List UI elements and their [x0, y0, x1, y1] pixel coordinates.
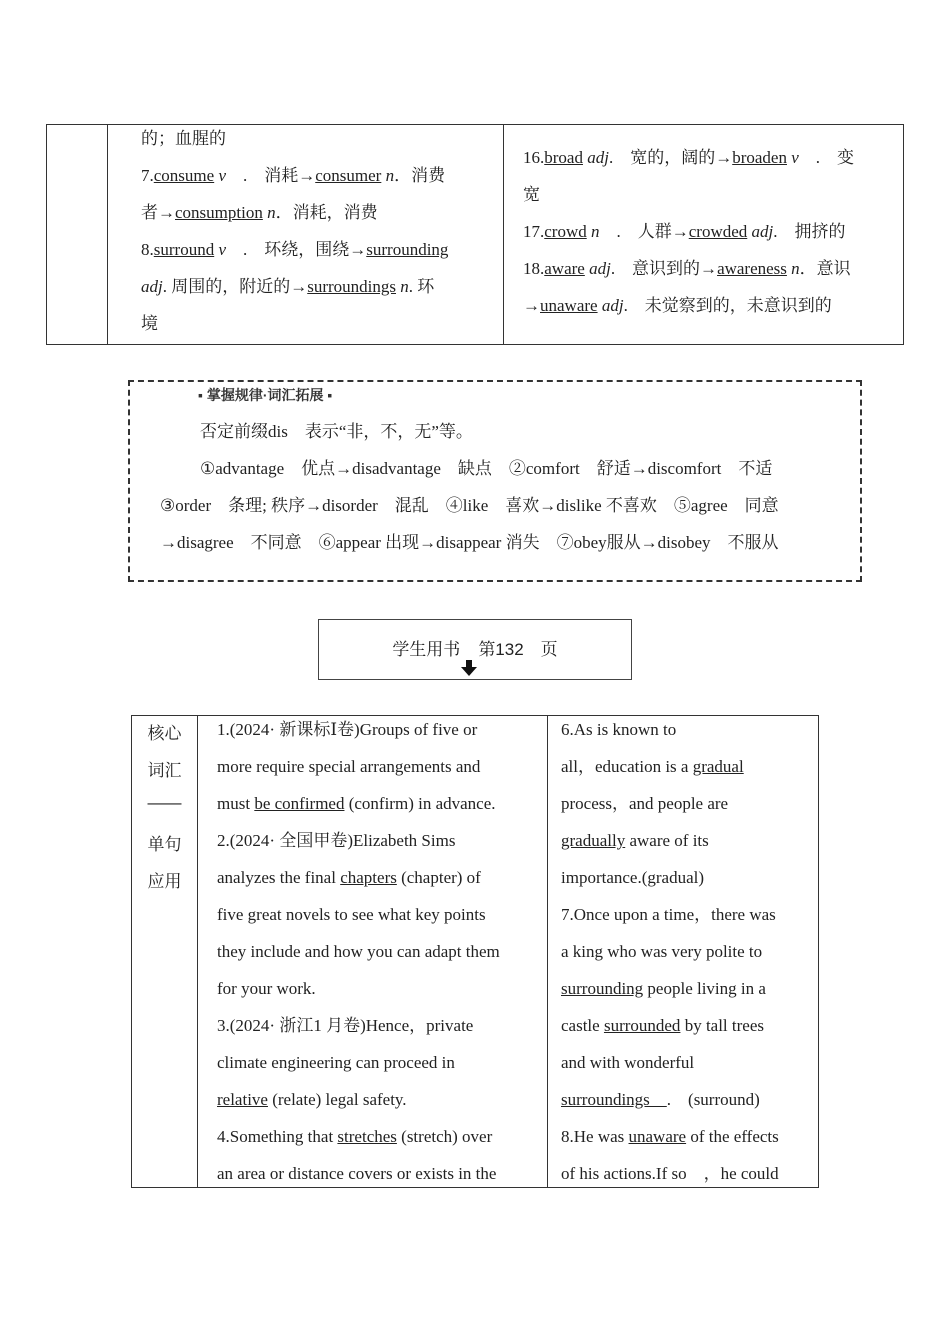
- answer-blank: broaden: [732, 148, 787, 167]
- text-line: [561, 939, 810, 965]
- text-segment: (stretch) over: [396, 1127, 493, 1146]
- text-segment: importance.(gradual): [561, 868, 705, 887]
- text-line: [561, 717, 810, 743]
- answer-blank: be confirmed: [254, 794, 345, 813]
- text-line: [217, 939, 539, 965]
- part-of-speech: adj: [751, 222, 774, 241]
- rules-line: ③order 条理; 秩序→disorder 混乱 ④like 喜欢→dislike 不喜欢 ⑤agree 同意: [160, 496, 779, 515]
- text-line: [217, 791, 539, 817]
- text-segment: ．消耗，消费: [275, 203, 378, 222]
- part-of-speech: n: [791, 259, 800, 278]
- sentence-table-side-cell: [132, 716, 198, 1187]
- text-segment: people living in a: [643, 979, 766, 998]
- down-arrow-icon: [461, 642, 477, 660]
- text-line: [217, 828, 539, 854]
- text-line: [141, 275, 489, 299]
- answer-blank: surround: [153, 240, 215, 259]
- part-of-speech: n: [267, 203, 276, 222]
- answer-blank: gradual: [692, 757, 744, 776]
- text-segment: all，education is a: [561, 757, 693, 776]
- text-segment: (confirm) in advance.: [344, 794, 496, 813]
- answer-blank: surroundings: [307, 277, 397, 296]
- text-segment: 8.: [141, 240, 154, 259]
- answer-blank: awareness: [717, 259, 787, 278]
- vocab-table-left-cell: [107, 125, 504, 344]
- text-segment: process，and people are: [561, 794, 729, 813]
- text-segment: 7.: [141, 166, 154, 185]
- text-segment: 者→: [141, 203, 175, 222]
- text-segment: castle: [561, 1016, 604, 1035]
- part-of-speech: n: [590, 222, 600, 241]
- rules-line: →disagree 不同意 ⑥appear 出现→disappear 消失 ⑦obey服从→disobey 不服从: [160, 533, 779, 552]
- text-segment: 4.Something that: [217, 1127, 338, 1146]
- text-segment: a king who was very polite to: [561, 942, 763, 961]
- text-segment: 2.(2024· 全国甲卷)Elizabeth Sims: [217, 831, 456, 850]
- text-line: [141, 312, 489, 336]
- answer-blank: surrounding: [561, 979, 644, 998]
- part-of-speech: v: [218, 240, 226, 259]
- answer-blank: surroundings: [561, 1090, 667, 1109]
- text-line: [217, 1124, 539, 1150]
- text-line: [217, 754, 539, 780]
- answer-blank: consume: [153, 166, 215, 185]
- side-label-line: ——: [147, 793, 182, 812]
- text-segment: for your work.: [217, 979, 316, 998]
- text-line: [523, 220, 889, 244]
- sentence-table-right-cell: [547, 716, 818, 1187]
- text-segment: 的；血腥的: [141, 129, 226, 148]
- text-line: [217, 865, 539, 891]
- rules-box-header: ▪ 掌握规律·词汇拓展 ▪: [198, 387, 333, 403]
- text-line: [561, 828, 810, 854]
- rules-line: 否定前缀dis 表示“非，不，无”等。: [200, 422, 473, 441]
- sentence-table-left-cell: [197, 716, 548, 1187]
- text-segment: by tall trees: [680, 1016, 764, 1035]
- text-line: [217, 902, 539, 928]
- rules-line: ①advantage 优点→disadvantage 缺点 ②comfort 舒适→discomfort 不适: [200, 459, 773, 478]
- text-segment: . 人群→: [599, 222, 689, 241]
- answer-blank: gradually: [561, 831, 626, 850]
- answer-blank: relative: [217, 1090, 268, 1109]
- text-segment: 6.As is known to: [561, 720, 677, 739]
- text-segment: of the effects: [686, 1127, 779, 1146]
- text-line: [561, 1161, 810, 1187]
- text-line: [561, 1087, 810, 1113]
- text-line: [523, 257, 889, 281]
- text-line: [561, 976, 810, 1002]
- answer-blank: unaware: [540, 296, 598, 315]
- side-label-line: 单句: [147, 835, 182, 854]
- text-segment: more require special arrangements and: [217, 757, 481, 776]
- side-label-line: 核心: [147, 724, 182, 743]
- text-line: [561, 754, 810, 780]
- text-line: [217, 1087, 539, 1113]
- text-segment: . 宽的，阔的→: [608, 148, 733, 167]
- text-segment: . 意识到的→: [610, 259, 718, 278]
- text-segment: they include and how you can adapt them: [217, 942, 500, 961]
- text-line: [523, 146, 889, 170]
- text-segment: (chapter) of: [396, 868, 481, 887]
- answer-blank: consumption: [175, 203, 263, 222]
- text-segment: of his actions.If so ，he could: [561, 1164, 779, 1183]
- part-of-speech: adj: [589, 259, 611, 278]
- text-segment: five great novels to see what key points: [217, 905, 486, 924]
- text-line: [561, 1050, 810, 1076]
- side-label-line: 应用: [147, 872, 182, 891]
- text-segment: →: [523, 296, 540, 315]
- part-of-speech: n: [385, 166, 395, 185]
- part-of-speech: n: [400, 277, 409, 296]
- answer-blank: stretches: [337, 1127, 397, 1146]
- answer-blank: aware: [544, 259, 585, 278]
- page-number: 第132 页: [478, 640, 558, 659]
- text-segment: 17.: [523, 222, 545, 241]
- part-of-speech: adj: [141, 277, 163, 296]
- text-line: [561, 791, 810, 817]
- text-line: [141, 164, 489, 188]
- text-segment: . 变: [798, 148, 855, 167]
- text-segment: aware of its: [625, 831, 709, 850]
- text-segment: . 环绕，围绕→: [226, 240, 367, 259]
- text-line: [561, 1124, 810, 1150]
- text-line: [217, 1161, 539, 1187]
- answer-blank: surrounding: [366, 240, 449, 259]
- text-line: [217, 1050, 539, 1076]
- answer-blank: unaware: [628, 1127, 687, 1146]
- answer-blank: chapters: [340, 868, 397, 887]
- vocab-table-side-cell: [47, 125, 108, 344]
- page-reference-box: [318, 619, 632, 680]
- answer-blank: crowded: [688, 222, 748, 241]
- part-of-speech: adj: [601, 296, 624, 315]
- text-segment: 宽: [523, 185, 540, 204]
- vocab-table-right-cell: [503, 125, 903, 344]
- part-of-speech: v: [791, 148, 799, 167]
- text-line: [217, 717, 539, 743]
- part-of-speech: v: [218, 166, 226, 185]
- text-segment: analyzes the final: [217, 868, 341, 887]
- text-line: [561, 1013, 810, 1039]
- part-of-speech: adj: [587, 148, 609, 167]
- text-line: [523, 294, 889, 318]
- text-segment: 18.: [523, 259, 545, 278]
- text-segment: 7.Once upon a time，there was: [561, 905, 776, 924]
- text-line: [217, 976, 539, 1002]
- text-segment: ．意识: [799, 259, 851, 278]
- text-line: [141, 238, 489, 262]
- answer-blank: crowd: [544, 222, 587, 241]
- text-line: [561, 865, 810, 891]
- text-line: [217, 1013, 539, 1039]
- text-line: [141, 127, 489, 151]
- text-segment: 8.He was: [561, 1127, 629, 1146]
- text-segment: . (surround): [666, 1090, 760, 1109]
- text-segment: 3.(2024· 浙江1 月卷)Hence，private: [217, 1016, 474, 1035]
- vocab-table: [46, 124, 904, 345]
- rules-box: [128, 380, 862, 582]
- text-segment: . 消耗→: [225, 166, 316, 185]
- text-segment: . 周围的，附近的→: [162, 277, 308, 296]
- text-segment: 16.: [523, 148, 545, 167]
- text-segment: ．消费: [394, 166, 446, 185]
- text-segment: and with wonderful: [561, 1053, 695, 1072]
- side-label-line: 词汇: [147, 761, 182, 780]
- text-segment: (relate) legal safety.: [267, 1090, 407, 1109]
- text-segment: an area or distance covers or exists in the: [217, 1164, 497, 1183]
- text-segment: climate engineering can proceed in: [217, 1053, 455, 1072]
- text-segment: 1.(2024· 新课标Ⅰ卷)Groups of five or: [217, 720, 478, 739]
- sentence-table: [131, 715, 819, 1188]
- text-line: [523, 183, 889, 207]
- answer-blank: broad: [544, 148, 583, 167]
- text-segment: 境: [141, 314, 158, 333]
- answer-blank: surrounded: [603, 1016, 681, 1035]
- text-segment: . 环: [408, 277, 435, 296]
- text-segment: . 拥挤的: [773, 222, 846, 241]
- text-segment: . 未觉察到的，未意识到的: [623, 296, 832, 315]
- text-line: [141, 201, 489, 225]
- page-reference-label: 学生用书: [392, 640, 461, 659]
- answer-blank: consumer: [315, 166, 382, 185]
- text-segment: must: [217, 794, 255, 813]
- text-line: [561, 902, 810, 928]
